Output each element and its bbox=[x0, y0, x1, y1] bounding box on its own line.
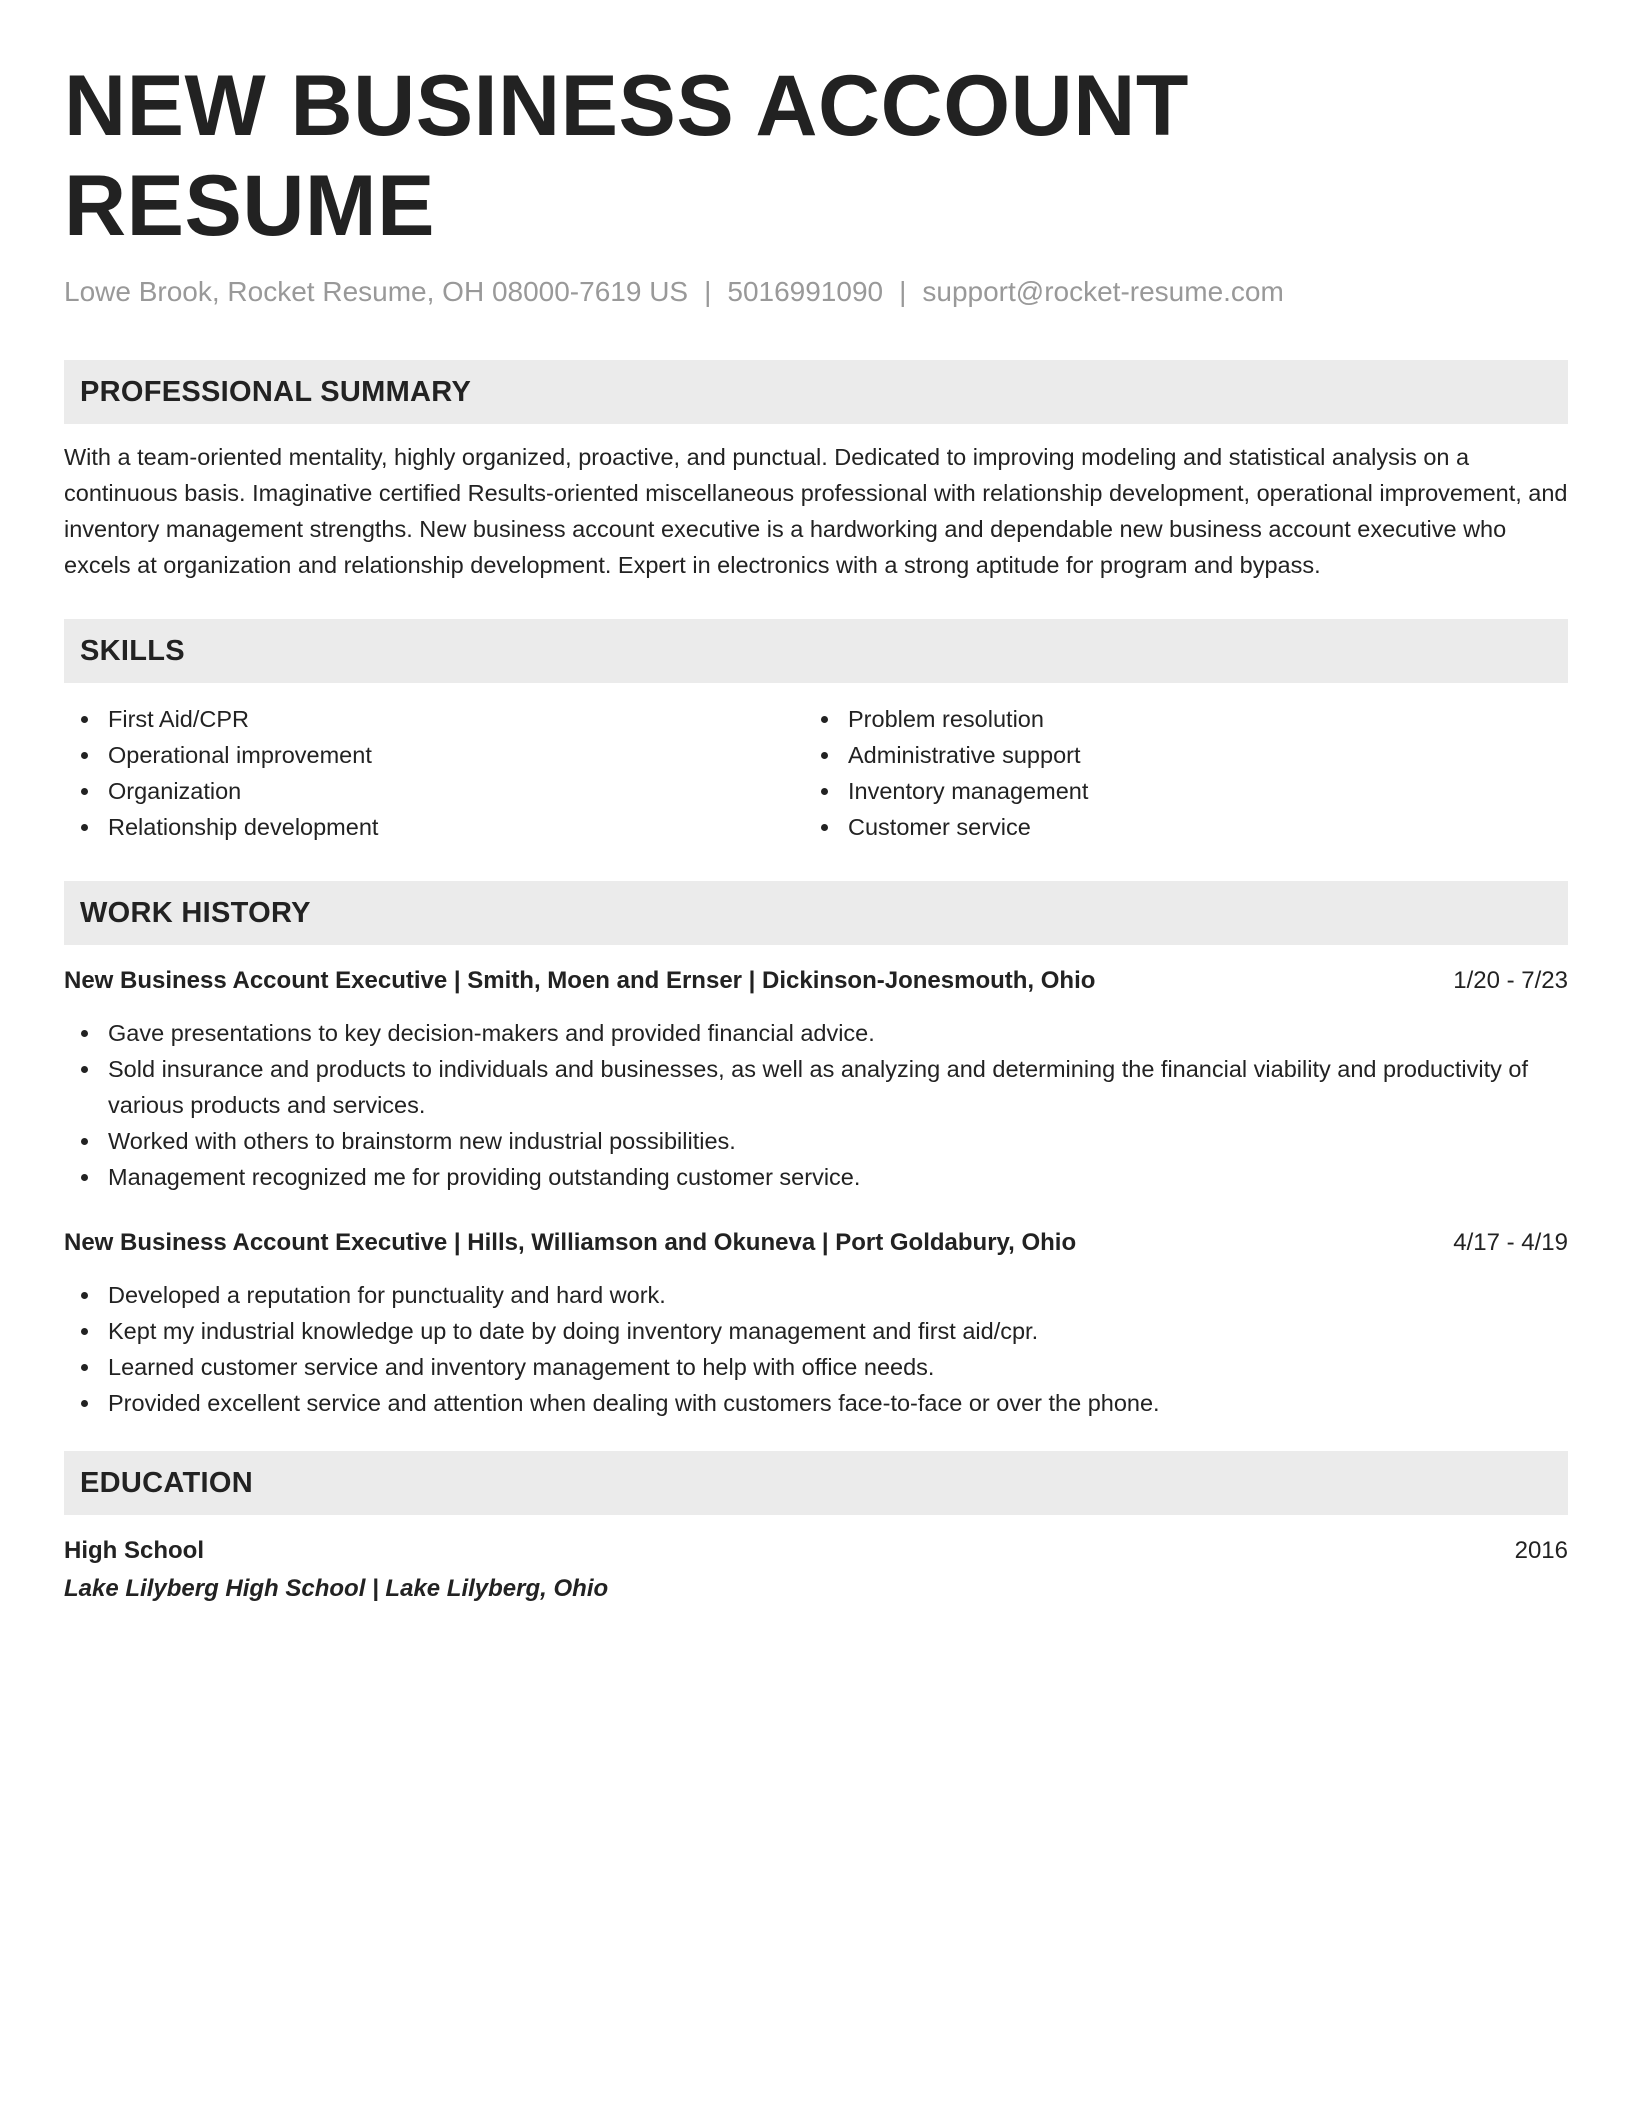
job-bullet: Gave presentations to key decision-makers and provided financial advice. bbox=[64, 1015, 1568, 1051]
job-bullet: Developed a reputation for punctuality and hard work. bbox=[64, 1277, 1568, 1313]
job-bullet: Management recognized me for providing outstanding customer service. bbox=[64, 1159, 1568, 1195]
contact-line bbox=[64, 274, 1568, 310]
education-heading: EDUCATION bbox=[64, 1451, 1568, 1515]
skill-item: Customer service bbox=[804, 809, 1544, 845]
job-title: New Business Account Executive | Smith, Moen and Ernser | Dickinson-Jonesmouth, Ohio bbox=[64, 967, 1096, 994]
summary-section bbox=[64, 360, 1568, 583]
education-entry bbox=[64, 1533, 1568, 1607]
contact-email: support@rocket-resume.com bbox=[922, 276, 1284, 307]
education-header bbox=[64, 1533, 1568, 1569]
skill-item: Administrative support bbox=[804, 737, 1544, 773]
skills-column-left bbox=[64, 701, 804, 845]
skills-section bbox=[64, 619, 1568, 845]
education-year: 2016 bbox=[1514, 1537, 1568, 1564]
skills-heading: SKILLS bbox=[64, 619, 1568, 683]
summary-heading: PROFESSIONAL SUMMARY bbox=[64, 360, 1568, 424]
job-header bbox=[64, 1225, 1568, 1261]
contact-address: Lowe Brook, Rocket Resume, OH 08000-7619 US bbox=[64, 276, 689, 307]
skill-item: Organization bbox=[64, 773, 804, 809]
job-bullets bbox=[64, 1277, 1568, 1421]
skill-item: Problem resolution bbox=[804, 701, 1544, 737]
job-bullet: Sold insurance and products to individuals and businesses, as well as analyzing and determining the financial viability and productivity of various products and services. bbox=[64, 1051, 1568, 1123]
job-entry bbox=[64, 1225, 1568, 1421]
job-bullet: Worked with others to brainstorm new industrial possibilities. bbox=[64, 1123, 1568, 1159]
job-bullets bbox=[64, 1015, 1568, 1195]
job-dates: 1/20 - 7/23 bbox=[1453, 967, 1568, 994]
work-history-heading: WORK HISTORY bbox=[64, 881, 1568, 945]
resume-title: NEW BUSINESS ACCOUNT RESUME bbox=[64, 58, 1189, 254]
job-title: New Business Account Executive | Hills, Williamson and Okuneva | Port Goldabury, Ohio bbox=[64, 1229, 1077, 1256]
job-bullet: Provided excellent service and attention when dealing with customers face-to-face or over the phone. bbox=[64, 1385, 1568, 1421]
job-bullet: Kept my industrial knowledge up to date by doing inventory management and first aid/cpr. bbox=[64, 1313, 1568, 1349]
job-header bbox=[64, 963, 1568, 999]
job-bullet: Learned customer service and inventory management to help with office needs. bbox=[64, 1349, 1568, 1385]
skills-grid bbox=[64, 701, 1568, 845]
job-entry bbox=[64, 963, 1568, 1195]
skills-column-right bbox=[804, 701, 1544, 845]
skill-item: First Aid/CPR bbox=[64, 701, 804, 737]
contact-separator: | bbox=[899, 276, 907, 307]
contact-phone: 5016991090 bbox=[727, 276, 884, 307]
summary-text: With a team-oriented mentality, highly organized, proactive, and punctual. Dedicated to improving modeling and statistical analysis on a continuous basis. Imaginative certified Results-oriented miscellaneous professional with relationship development, operational improvement, and inventory management strengths. New business account executive is a hardworking and dependable new business account executive who excels at organization and relationship development. Expert in electronics with a strong aptitude for program and bypass. bbox=[64, 444, 1568, 578]
skill-item: Relationship development bbox=[64, 809, 804, 845]
education-degree: High School bbox=[64, 1537, 204, 1564]
job-dates: 4/17 - 4/19 bbox=[1453, 1229, 1568, 1256]
skill-item: Operational improvement bbox=[64, 737, 804, 773]
contact-separator: | bbox=[704, 276, 712, 307]
work-history-section bbox=[64, 881, 1568, 1421]
education-section bbox=[64, 1451, 1568, 1607]
education-school: Lake Lilyberg High School | Lake Lilyberg, Ohio bbox=[64, 1575, 609, 1602]
skill-item: Inventory management bbox=[804, 773, 1544, 809]
